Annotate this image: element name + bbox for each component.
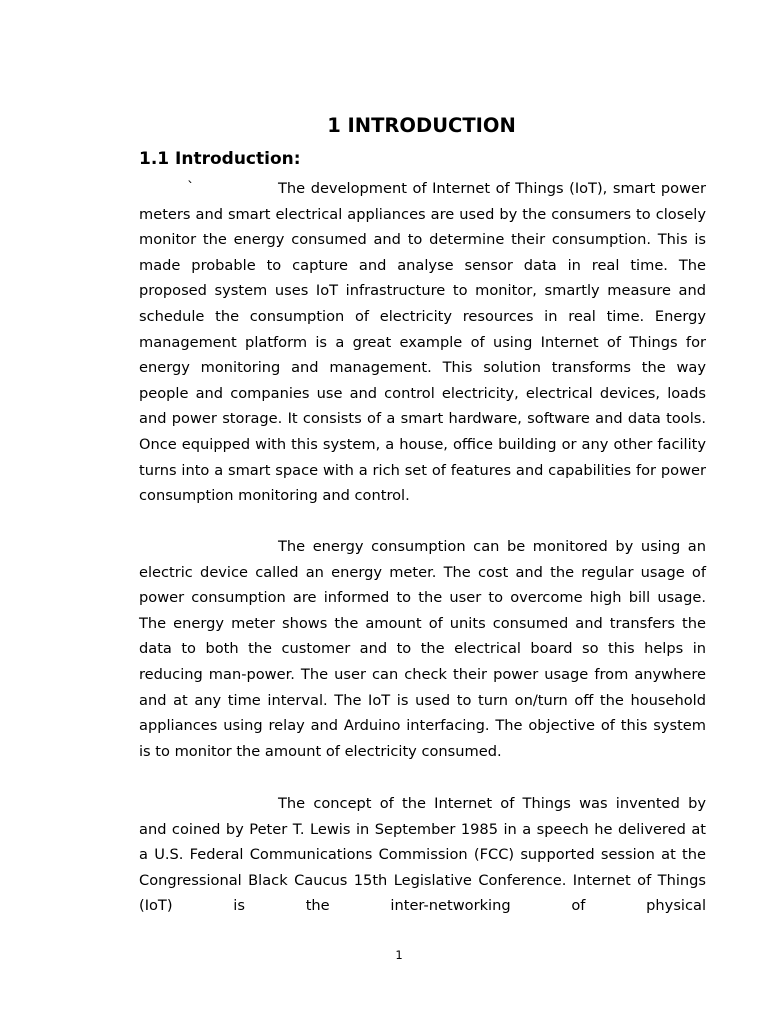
paragraph-2: The energy consumption can be monitored by using an electric device called an energy meter. The cost and the regular usage of power consumption are informed to the user to overcome high bill usage. The energy meter shows the amount of units consumed and transfers the data to both the customer and to the electrical board so this helps in reducing man-power. The user can check their power usage from anywhere and at any time interval. The IoT is used to turn on/turn off the household appliances using relay and Arduino interfacing. The objective of this system is to monitor the amount of electricity consumed. xyxy=(139,538,706,760)
paragraph-3: The concept of the Internet of Things was invented by and coined by Peter T. Lewis in September 1985 in a speech he delivered at a U.S. Federal Communications Commission (FCC) supported session at the Congressional Black Caucus 15th Legislative Conference. Internet of Things (IoT) is the inter-networking of physical xyxy=(139,795,706,915)
paragraph-1: The development of Internet of Things (IoT), smart power meters and smart electrical appliances are used by the consumers to closely monitor the energy consumed and to determine their consumption. This is made probable to capture and analyse sensor data in real time. The proposed system uses IoT infrastructure to monitor, smartly measure and schedule the consumption of electricity resources in real time. Energy management platform is a great example of using Internet of Things for energy monitoring and management. This solution transforms the way people and companies use and control electricity, electrical devices, loads and power storage. It consists of a smart hardware, software and data tools. Once equipped with this system, a house, office building or any other facility turns into a smart space with a rich set of features and capabilities for power consumption monitoring and control. xyxy=(139,180,706,505)
chapter-title: 1 INTRODUCTION xyxy=(327,114,516,137)
section-heading: 1.1 Introduction: xyxy=(139,149,301,169)
stray-tick-mark: ` xyxy=(187,180,195,196)
page-number: 1 xyxy=(395,948,403,962)
